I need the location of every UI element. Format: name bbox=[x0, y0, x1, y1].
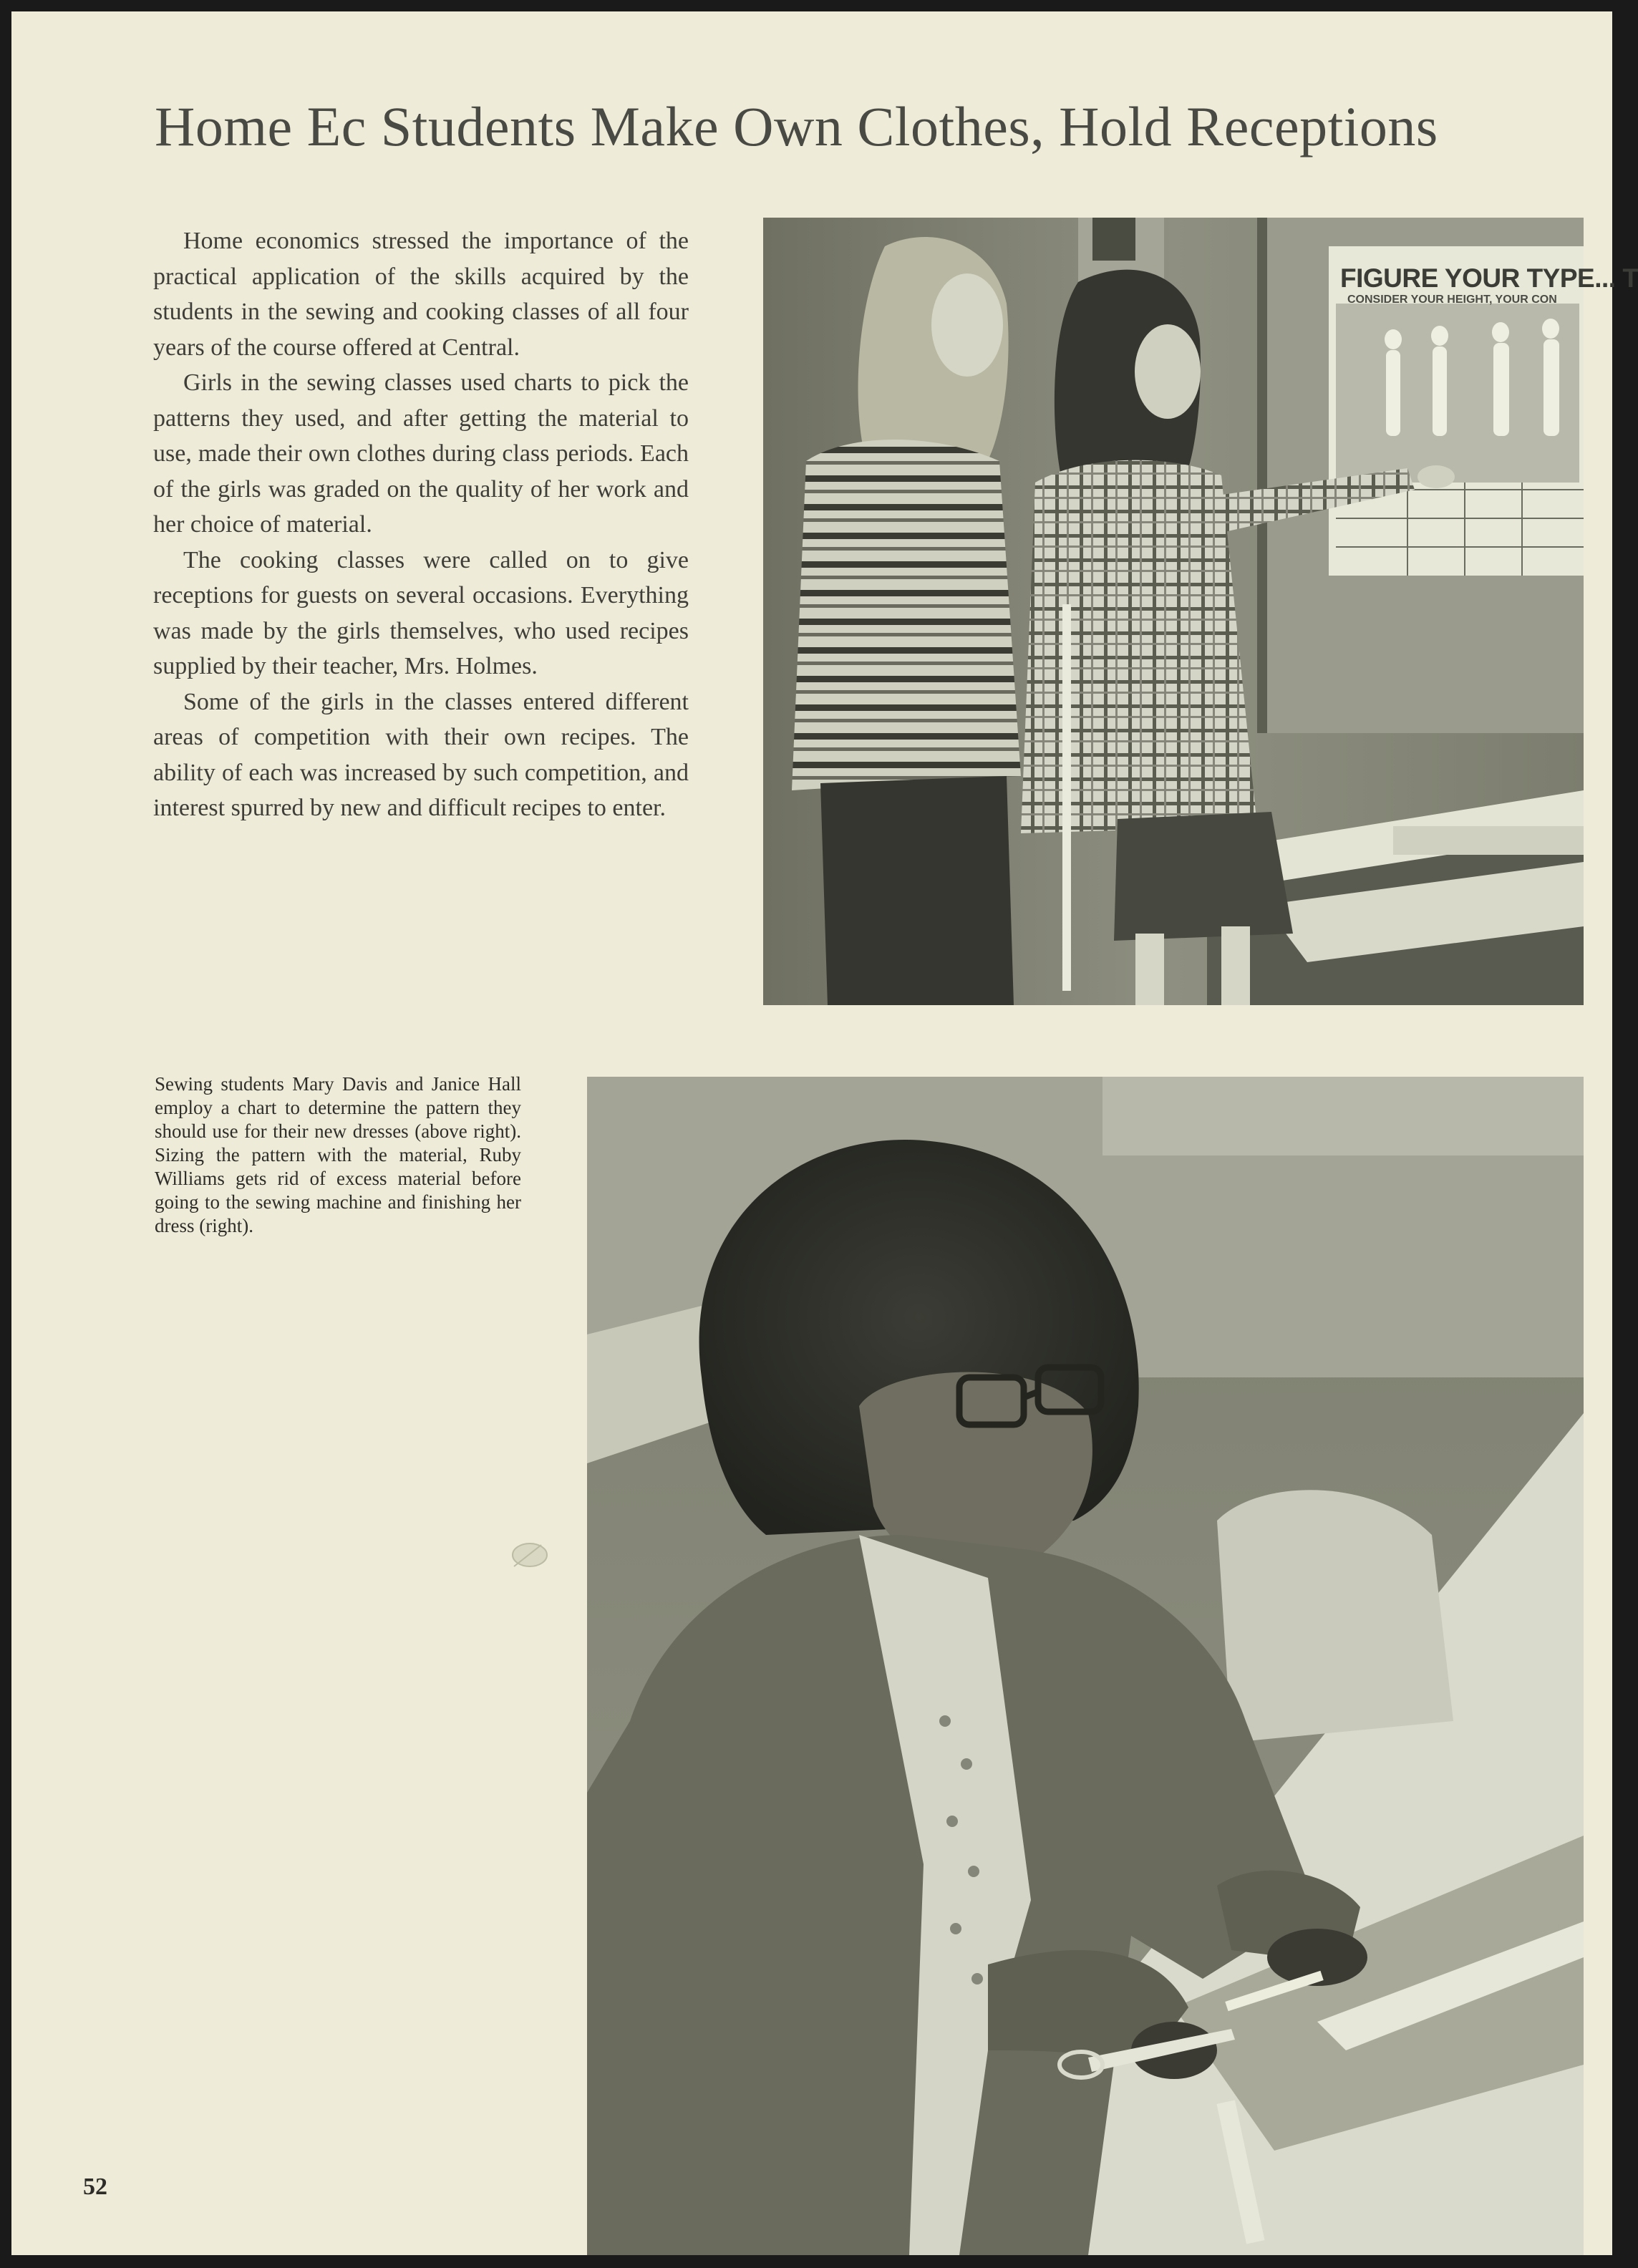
photo-top-illustration bbox=[763, 218, 1584, 1005]
leaf-mark-icon bbox=[508, 1539, 550, 1571]
yearbook-page bbox=[11, 11, 1638, 2255]
photo-caption: Sewing students Mary Davis and Janice Hall employ a chart to determine the pattern they should use for their new dresses (above right). Sizing the pattern with the material, Ruby Williams gets rid of excess material before going to the sewing machine and finishing her dress (right). bbox=[155, 1073, 521, 1236]
photo-bottom-illustration bbox=[587, 1077, 1584, 2255]
poster-subtitle: CONSIDER YOUR HEIGHT, YOUR CON bbox=[1347, 294, 1557, 306]
article-paragraph-1: Home economics stressed the importance of the practical application of the skills acquired by the students in the sewing and cooking classes of all four years of the course offered at Central. bbox=[153, 228, 689, 361]
photo-student-cutting-fabric bbox=[587, 1077, 1584, 2255]
article-paragraph-2: Girls in the sewing classes used charts to pick the patterns they used, and after getting the material to use, made their own clothes during class periods. Each of the girls was graded on the quality of her work and her choice of material. bbox=[153, 369, 689, 538]
article-paragraph-4: Some of the girls in the classes entered different areas of competition with their own recipes. The ability of each was increased by such competition, and interest spurred by new and difficult recipes to enter. bbox=[153, 688, 689, 821]
article-body bbox=[153, 223, 689, 826]
article-paragraph-3: The cooking classes were called on to give receptions for guests on several occasions. Everything was made by the girls themselves, who used recipes supplied by their teacher, Mrs. Holmes. bbox=[153, 546, 689, 679]
page-number: 52 bbox=[83, 2174, 107, 2200]
poster-title: FIGURE YOUR TYPE... T bbox=[1340, 263, 1638, 293]
photo-students-with-chart bbox=[763, 218, 1638, 1005]
page-title: Home Ec Students Make Own Clothes, Hold Receptions bbox=[155, 95, 1438, 158]
